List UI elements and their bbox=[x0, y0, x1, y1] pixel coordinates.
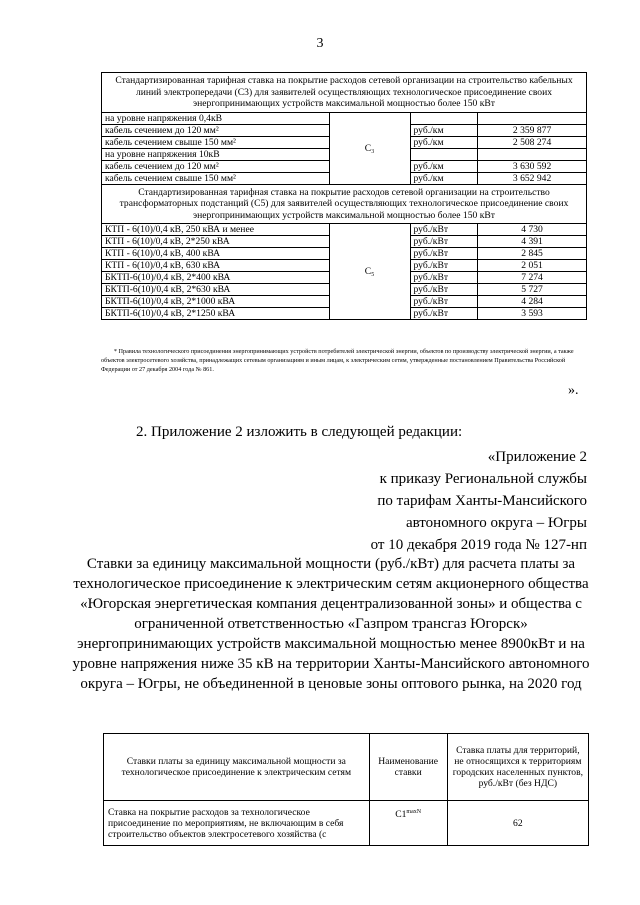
row-code-sup: maxN bbox=[406, 809, 422, 815]
row-value: 3 652 942 bbox=[478, 172, 587, 184]
empty-cell bbox=[478, 148, 587, 160]
row-name: БКТП-6(10)/0,4 кВ, 2*400 кВА bbox=[102, 272, 330, 284]
appendix-header bbox=[371, 446, 587, 556]
footnote bbox=[101, 347, 587, 374]
footnote-star: * bbox=[113, 348, 117, 355]
row-name: кабель сечением свыше 150 мм² bbox=[102, 172, 330, 184]
row-unit: руб./кВт bbox=[410, 308, 478, 320]
row-unit: руб./кВт bbox=[410, 284, 478, 296]
footnote-text: Правила технологического присоединения энергопринимающих устройств потребителей электрической энергии, объектов по производству электрической энергии, а также объектов электросетевого хозяйства, принадлежащих сетевым организациям и иным лицам, к электрическим сетям, утвержденные постановлением Правительства Российской Федерации от 27 декабря 2004 года № 861. bbox=[101, 348, 574, 373]
voltage-level-10: на уровне напряжения 10кВ bbox=[102, 148, 330, 160]
row-unit: руб./км bbox=[410, 172, 478, 184]
row-value: 4 391 bbox=[478, 236, 587, 248]
appendix-line: к приказу Региональной службы bbox=[379, 471, 587, 487]
closing-quote: ». bbox=[568, 383, 579, 398]
row-description: Ставка на покрытие расходов за технологическое присоединение по мероприятиям, не включающим в себя строительство объектов электросетевого хозяйства (с bbox=[104, 801, 370, 846]
row-value: 3 593 bbox=[478, 308, 587, 320]
row-unit: руб./км bbox=[410, 160, 478, 172]
table-header-c3: Стандартизированная тарифная ставка на покрытие расходов сетевой организации на строительство кабельных линий электропередачи (С3) для заявителей осуществляющих технологическое присоединение своих энергопринимающих устройств максимальной мощностью более 150 кВт bbox=[102, 73, 587, 113]
row-value: 4 730 bbox=[478, 224, 587, 236]
row-name: КТП - 6(10)/0,4 кВ, 2*250 кВА bbox=[102, 236, 330, 248]
row-unit: руб./кВт bbox=[410, 224, 478, 236]
empty-cell bbox=[410, 112, 478, 124]
row-name: БКТП-6(10)/0,4 кВ, 2*630 кВА bbox=[102, 284, 330, 296]
tariff-table-c3-c5 bbox=[101, 72, 587, 320]
empty-cell bbox=[478, 112, 587, 124]
row-value: 2 508 274 bbox=[478, 136, 587, 148]
voltage-level-04: на уровне напряжения 0,4кВ bbox=[102, 112, 330, 124]
header-rate-name: Наименование ставки bbox=[369, 734, 447, 801]
row-unit: руб./кВт bbox=[410, 260, 478, 272]
rates-table bbox=[103, 733, 589, 846]
row-value: 4 284 bbox=[478, 296, 587, 308]
row-code-main: C1 bbox=[395, 809, 407, 821]
appendix-line: от 10 декабря 2019 года № 127-нп bbox=[370, 537, 587, 553]
row-unit: руб./км bbox=[410, 124, 478, 136]
item-2-text: 2. Приложение 2 изложить в следующей редакции: bbox=[136, 424, 463, 440]
row-value: 3 630 592 bbox=[478, 160, 587, 172]
row-unit: руб./кВт bbox=[410, 236, 478, 248]
row-name: БКТП-6(10)/0,4 кВ, 2*1000 кВА bbox=[102, 296, 330, 308]
row-value: 62 bbox=[447, 801, 588, 846]
appendix-line: «Приложение 2 bbox=[487, 449, 587, 465]
table-header-c5: Стандартизированная тарифная ставка на покрытие расходов сетевой организации на строительство трансформаторных подстанций (С5) для заявителей осуществляющих технологическое присоединение своих энергопринимающих устройств максимальной мощностью более 150 кВт bbox=[102, 184, 587, 224]
table-row bbox=[104, 801, 589, 846]
table-row bbox=[102, 224, 587, 236]
header-rate-value: Ставка платы для территорий, не относящихся к территориям городских населенных пунктов, руб./кВт (без НДС) bbox=[447, 734, 588, 801]
row-name: КТП - 6(10)/0,4 кВ, 400 кВА bbox=[102, 248, 330, 260]
empty-cell bbox=[410, 148, 478, 160]
appendix-line: по тарифам Ханты-Мансийского bbox=[377, 493, 587, 509]
row-code bbox=[369, 801, 447, 846]
row-value: 2 051 bbox=[478, 260, 587, 272]
row-value: 2 359 877 bbox=[478, 124, 587, 136]
document-title: Ставки за единицу максимальной мощности (руб./кВт) для расчета платы за технологическое присоединение к электрическим сетям акционерного общества «Югорская энергетическая компания децентрализованной зоны» и общества с ограниченной ответственностью «Газпром трансгаз Югорск» энергопринимающих устройств максимальной мощностью менее 8900кВт и на уровне напряжения ниже 35 кВ на территории Ханты-Мансийского автономного округа – Югры, не объединенной в ценовые зоны оптового рынка, на 2020 год bbox=[72, 556, 590, 692]
row-unit: руб./кВт bbox=[410, 296, 478, 308]
page-number: 3 bbox=[316, 36, 324, 51]
row-unit: руб./кВт bbox=[410, 272, 478, 284]
row-value: 2 845 bbox=[478, 248, 587, 260]
rate-code-c5: С₅ bbox=[329, 224, 410, 320]
row-value: 5 727 bbox=[478, 284, 587, 296]
rate-code-c3: С₃ bbox=[329, 112, 410, 184]
row-value: 7 274 bbox=[478, 272, 587, 284]
row-name: кабель сечением свыше 150 мм² bbox=[102, 136, 330, 148]
appendix-line: автономного округа – Югры bbox=[405, 515, 587, 531]
row-name: КТП - 6(10)/0,4 кВ, 250 кВА и менее bbox=[102, 224, 330, 236]
row-name: кабель сечением до 120 мм² bbox=[102, 160, 330, 172]
header-rates: Ставки платы за единицу максимальной мощности за технологическое присоединение к электрическим сетям bbox=[104, 734, 370, 801]
row-name: БКТП-6(10)/0,4 кВ, 2*1250 кВА bbox=[102, 308, 330, 320]
row-unit: руб./кВт bbox=[410, 248, 478, 260]
row-name: КТП - 6(10)/0,4 кВ, 630 кВА bbox=[102, 260, 330, 272]
row-name: кабель сечением до 120 мм² bbox=[102, 124, 330, 136]
row-unit: руб./км bbox=[410, 136, 478, 148]
